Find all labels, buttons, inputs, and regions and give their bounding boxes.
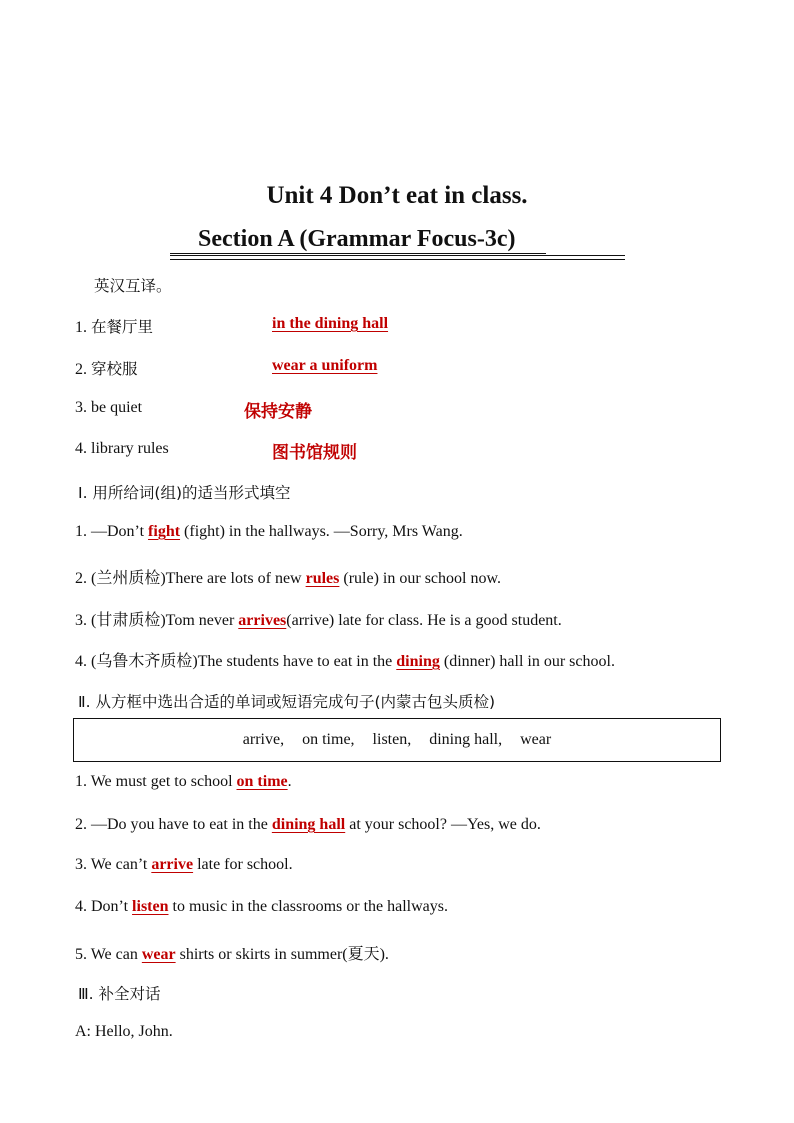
item-text: late for school. [193, 856, 293, 873]
item-text: (dinner) hall in our school. [439, 653, 615, 670]
part2-item-1 [75, 773, 292, 791]
vocab-prompt: 在餐厅里 [91, 318, 154, 336]
part3-heading: Ⅲ. 补全对话 [78, 985, 161, 1003]
item-text: 4. Don’t [75, 898, 133, 915]
item-text: shirts or skirts in summer(夏天). [175, 946, 389, 963]
item-answer: fight [148, 523, 181, 540]
vocab-num: 1. [75, 319, 87, 336]
item-text: 4. (乌鲁木齐质检)The students have to eat in the [75, 653, 397, 670]
vocab-item-4 [75, 440, 169, 458]
title-double-rule [170, 255, 625, 260]
item-answer: dining hall [271, 816, 346, 833]
vocab-item-2 [75, 357, 138, 379]
vocab-prompt: library rules [91, 440, 169, 457]
item-text: (fight) in the hallways. —Sorry, Mrs Wang. [180, 523, 463, 540]
item-text: at your school? —Yes, we do. [345, 816, 541, 833]
item-text: 3. (甘肃质检)Tom never [75, 612, 239, 629]
item-answer: wear [141, 946, 176, 963]
part2-item-3 [75, 856, 293, 874]
item-answer: rules [305, 570, 340, 587]
vocab-num: 3. [75, 399, 87, 416]
item-text: 2. —Do you have to eat in the [75, 816, 272, 833]
vocab-prompt: be quiet [91, 399, 143, 416]
item-answer: listen [132, 898, 169, 915]
part2-item-4 [75, 898, 448, 916]
item-text: 1. —Don’t [75, 523, 149, 540]
word-box-item: wear [520, 731, 552, 748]
part1-item-1 [75, 523, 463, 541]
item-text: (rule) in our school now. [339, 570, 501, 587]
vocab-num: 2. [75, 361, 87, 378]
item-text: 5. We can [75, 946, 142, 963]
section-title-text: Section A (Grammar Focus-3c) [170, 226, 546, 254]
part1-item-2 [75, 565, 501, 588]
word-box [73, 718, 721, 762]
vocab-item-1 [75, 315, 153, 337]
word-box-item: dining hall, [429, 731, 503, 748]
page-title: Unit 4 Don’t eat in class. [266, 182, 528, 209]
word-box-item: arrive, [242, 731, 285, 748]
item-answer: on time [236, 773, 288, 790]
item-text: . [287, 773, 292, 790]
dialog-line: A: Hello, John. [75, 1023, 173, 1040]
item-text: (arrive) late for class. He is a good student. [286, 612, 562, 629]
part2-item-2 [75, 816, 541, 834]
part1-heading: Ⅰ. 用所给词(组)的适当形式填空 [78, 484, 291, 502]
word-box-item: on time, [302, 731, 355, 748]
section-title [170, 226, 546, 254]
vocab-prompt: 穿校服 [91, 360, 138, 378]
part1-item-4 [75, 648, 615, 671]
item-answer: dining [396, 653, 440, 670]
vocab-heading: 英汉互译。 [94, 277, 172, 295]
vocab-answer-1: in the dining hall [272, 315, 389, 332]
item-text: 3. We can’t [75, 856, 152, 873]
vocab-answer-4: 图书馆规则 [272, 443, 357, 463]
vocab-item-3 [75, 399, 142, 417]
item-text: 1. We must get to school [75, 773, 237, 790]
item-answer: arrive [151, 856, 194, 873]
vocab-answer-2: wear a uniform [272, 357, 378, 374]
word-box-item: listen, [372, 731, 412, 748]
part2-heading: Ⅱ. 从方框中选出合适的单词或短语完成句子(内蒙古包头质检) [78, 693, 496, 711]
vocab-answer-3: 保持安静 [244, 402, 312, 422]
item-text: 2. (兰州质检)There are lots of new [75, 570, 306, 587]
part2-item-5 [75, 941, 389, 964]
part1-item-3 [75, 607, 562, 630]
item-answer: arrives [238, 612, 287, 629]
vocab-num: 4. [75, 440, 87, 457]
item-text: to music in the classrooms or the hallways. [168, 898, 449, 915]
